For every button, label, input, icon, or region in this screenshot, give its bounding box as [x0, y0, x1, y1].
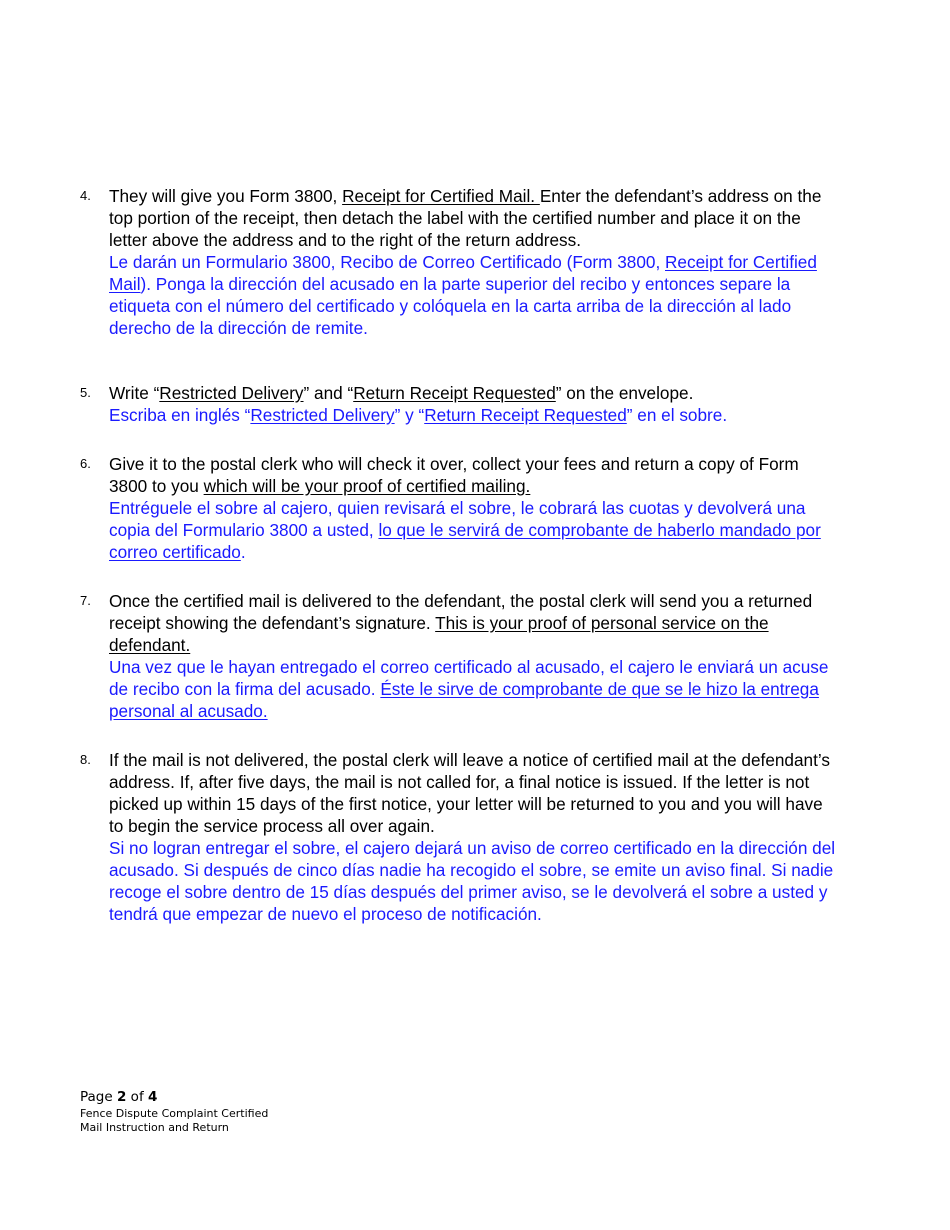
underlined-text: Return Receipt Requested: [424, 405, 627, 425]
page-footer: [80, 1087, 268, 1135]
spanish-text: [109, 251, 840, 339]
instruction-item-6: [80, 453, 840, 563]
english-text: [109, 453, 840, 497]
instruction-item-4: [80, 185, 840, 339]
spanish-text: [109, 656, 840, 722]
page-current: 2: [116, 1089, 127, 1105]
text-run: ” on the envelope.: [555, 383, 694, 403]
text-run: Give it to the postal clerk who will check it over, collect your fees and return a copy of Form 3800 to you: [109, 454, 799, 496]
text-run: ). Ponga la dirección del acusado en la parte superior del recibo y entonces separe la etiqueta con el número del certificado y colóquela en la carta arriba de la dirección al lado derecho de la dirección de remite.: [109, 274, 792, 338]
document-title-line-2: Mail Instruction and Return: [80, 1121, 229, 1134]
page-total: 4: [148, 1089, 158, 1105]
underlined-text: Receipt for Certified Mail: [109, 252, 817, 294]
page-number: [80, 1087, 268, 1107]
underlined-text: Receipt for Certified Mail.: [342, 186, 540, 206]
english-text: [109, 590, 840, 656]
text-run: ” en el sobre.: [626, 405, 728, 425]
spanish-text: [109, 837, 840, 925]
item-number: 6.: [80, 456, 91, 471]
item-number: 7.: [80, 593, 91, 608]
instruction-item-7: [80, 590, 840, 722]
underlined-text: which will be your proof of certified mailing.: [203, 476, 531, 496]
text-run: .: [240, 542, 246, 562]
english-text: [109, 749, 840, 837]
item-number: 4.: [80, 188, 91, 203]
instruction-item-5: [80, 382, 840, 426]
underlined-text: Éste le sirve de comprobante de que se le hizo la entrega personal al acusado.: [109, 679, 819, 721]
spanish-text: [109, 404, 840, 426]
text-run: If the mail is not delivered, the postal clerk will leave a notice of certified mail at the defendant’s address. If, after five days, the mail is not called for, a final notice is issued. If the letter is not picked up within 15 days of the first notice, your letter will be returned to you and you will have to begin the service process all over again.: [109, 750, 830, 836]
text-run: Escriba en inglés “: [109, 405, 251, 425]
spanish-text: [109, 497, 840, 563]
text-run: ” y “: [394, 405, 425, 425]
text-run: They will give you Form 3800,: [109, 186, 343, 206]
english-text: [109, 382, 840, 404]
document-title-line-1: Fence Dispute Complaint Certified: [80, 1107, 269, 1120]
text-run: Write “: [109, 383, 160, 403]
text-run: Una vez que le hayan entregado el correo certificado al acusado, el cajero le enviará un acuse de recibo con la firma del acusado.: [109, 657, 829, 699]
underlined-text: Restricted Delivery: [250, 405, 395, 425]
text-run: Once the certified mail is delivered to the defendant, the postal clerk will send you a returned receipt showing the defendant’s signature.: [109, 591, 813, 633]
instruction-item-8: [80, 749, 840, 925]
item-number: 5.: [80, 385, 91, 400]
english-text: [109, 185, 840, 251]
underlined-text: This is your proof of personal service on the defendant.: [109, 613, 769, 655]
underlined-text: lo que le servirá de comprobante de haberlo mandado por correo certificado: [109, 520, 821, 562]
underlined-text: Restricted Delivery: [159, 383, 304, 403]
text-run: Si no logran entregar el sobre, el cajero dejará un aviso de correo certificado en la dirección del acusado. Si después de cinco días nadie ha recogido el sobre, se emite un aviso final. Si nadie recoge el sobre dentro de 15 días después del primer aviso, se le devolverá el sobre a usted y tendrá que empezar de nuevo el proceso de notificación.: [109, 838, 836, 924]
page-of: of: [126, 1089, 148, 1105]
page-prefix: Page: [80, 1089, 117, 1105]
underlined-text: Return Receipt Requested: [353, 383, 556, 403]
text-run: ” and “: [303, 383, 354, 403]
text-run: Entréguele el sobre al cajero, quien revisará el sobre, le cobrará las cuotas y devolverá una copia del Formulario 3800 a usted,: [109, 498, 806, 540]
item-number: 8.: [80, 752, 91, 767]
text-run: Le darán un Formulario 3800, Recibo de Correo Certificado (Form 3800,: [109, 252, 666, 272]
text-run: Enter the defendant’s address on the top portion of the receipt, then detach the label with the certified number and place it on the letter above the address and to the right of the return address.: [109, 186, 822, 250]
